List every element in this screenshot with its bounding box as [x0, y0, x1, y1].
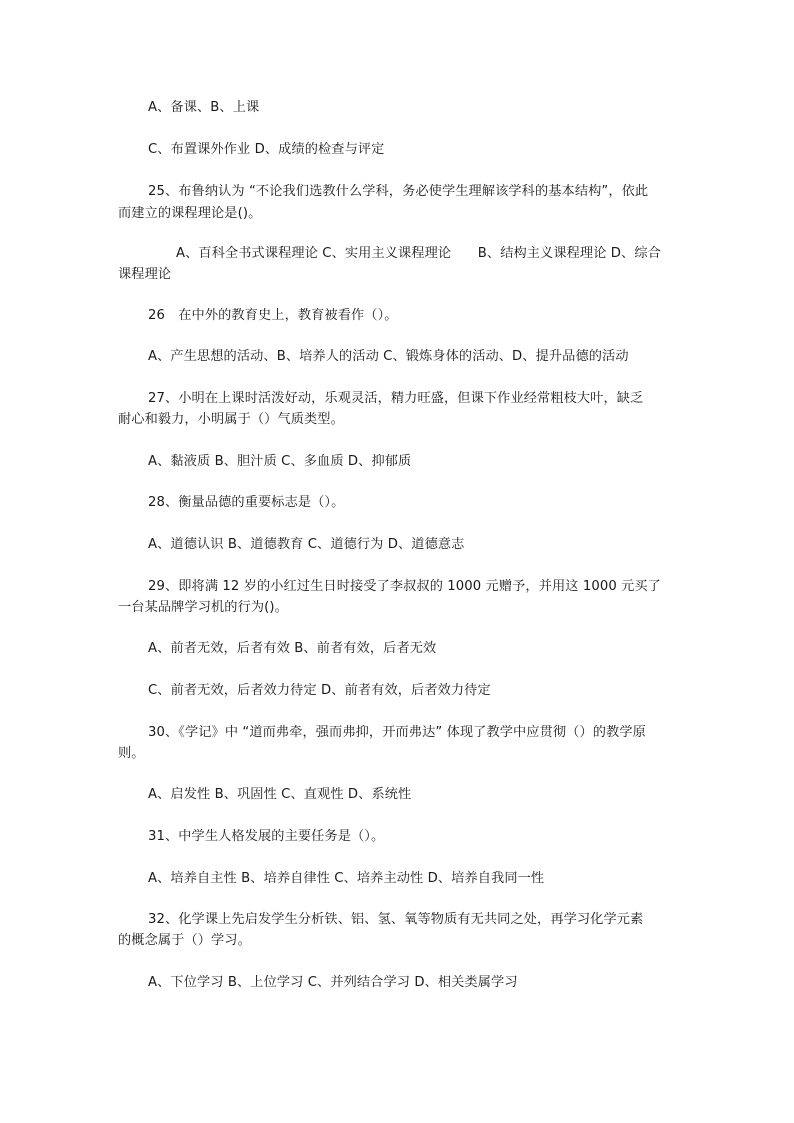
question-29-line-2: 一台某品牌学习机的行为()。 [118, 600, 288, 615]
option-line-c-d: C、布置课外作业 D、成绩的检查与评定 [148, 142, 385, 157]
question-30-line-1: 30、《学记》中 “道而弗牵，强而弗抑，开而弗达” 体现了教学中应贯彻（）的教学原 [148, 725, 646, 740]
question-27-options: A、黏液质 B、胆汁质 C、多血质 D、抑郁质 [148, 454, 412, 469]
question-28-options: A、道德认识 B、道德教育 C、道德行为 D、道德意志 [148, 537, 465, 552]
question-25-options-line-2: 课程理论 [118, 267, 172, 282]
question-29-options-a-b: A、前者无效，后者有效 B、前者有效，后者无效 [148, 641, 437, 656]
question-25-line-1: 25、布鲁纳认为 “不论我们选教什么学科，务必使学生理解该学科的基本结构”，依此 [148, 184, 649, 199]
question-25-options-line-1: A、百科全书式课程理论 C、实用主义课程理论 B、结构主义课程理论 D、综合 [176, 246, 661, 261]
question-29-line-1: 29、即将满 12 岁的小红过生日时接受了李叔叔的 1000 元赠予，并用这 1000 元买了 [148, 579, 661, 594]
question-26: 26 在中外的教育史上，教育被看作（）。 [148, 308, 398, 323]
question-31-options: A、培养自主性 B、培养自律性 C、培养主动性 D、培养自我同一性 [148, 871, 545, 886]
question-32-line-2: 的概念属于（）学习。 [118, 933, 251, 948]
question-32-options: A、下位学习 B、上位学习 C、并列结合学习 D、相关类属学习 [148, 975, 518, 990]
question-27-line-1: 27、小明在上课时活泼好动，乐观灵活，精力旺盛，但课下作业经常粗枝大叶，缺乏 [148, 391, 644, 406]
question-32-line-1: 32、化学课上先启发学生分析铁、铝、氢、氧等物质有无共同之处，再学习化学元素 [148, 912, 644, 927]
question-29-options-c-d: C、前者无效，后者效力待定 D、前者有效，后者效力待定 [148, 683, 491, 698]
question-28: 28、衡量品德的重要标志是（）。 [148, 495, 345, 510]
question-30-line-2: 则。 [118, 746, 145, 761]
option-line-a-b: A、备课、B、上课 [148, 100, 260, 115]
question-25-line-2: 而建立的课程理论是()。 [118, 206, 262, 221]
question-26-options: A、产生思想的活动、B、培养人的活动 C、锻炼身体的活动、D、提升品德的活动 [148, 349, 629, 364]
question-30-options: A、启发性 B、巩固性 C、直观性 D、系统性 [148, 787, 412, 802]
question-27-line-2: 耐心和毅力，小明属于（）气质类型。 [118, 412, 344, 427]
question-31: 31、中学生人格发展的主要任务是（）。 [148, 829, 385, 844]
